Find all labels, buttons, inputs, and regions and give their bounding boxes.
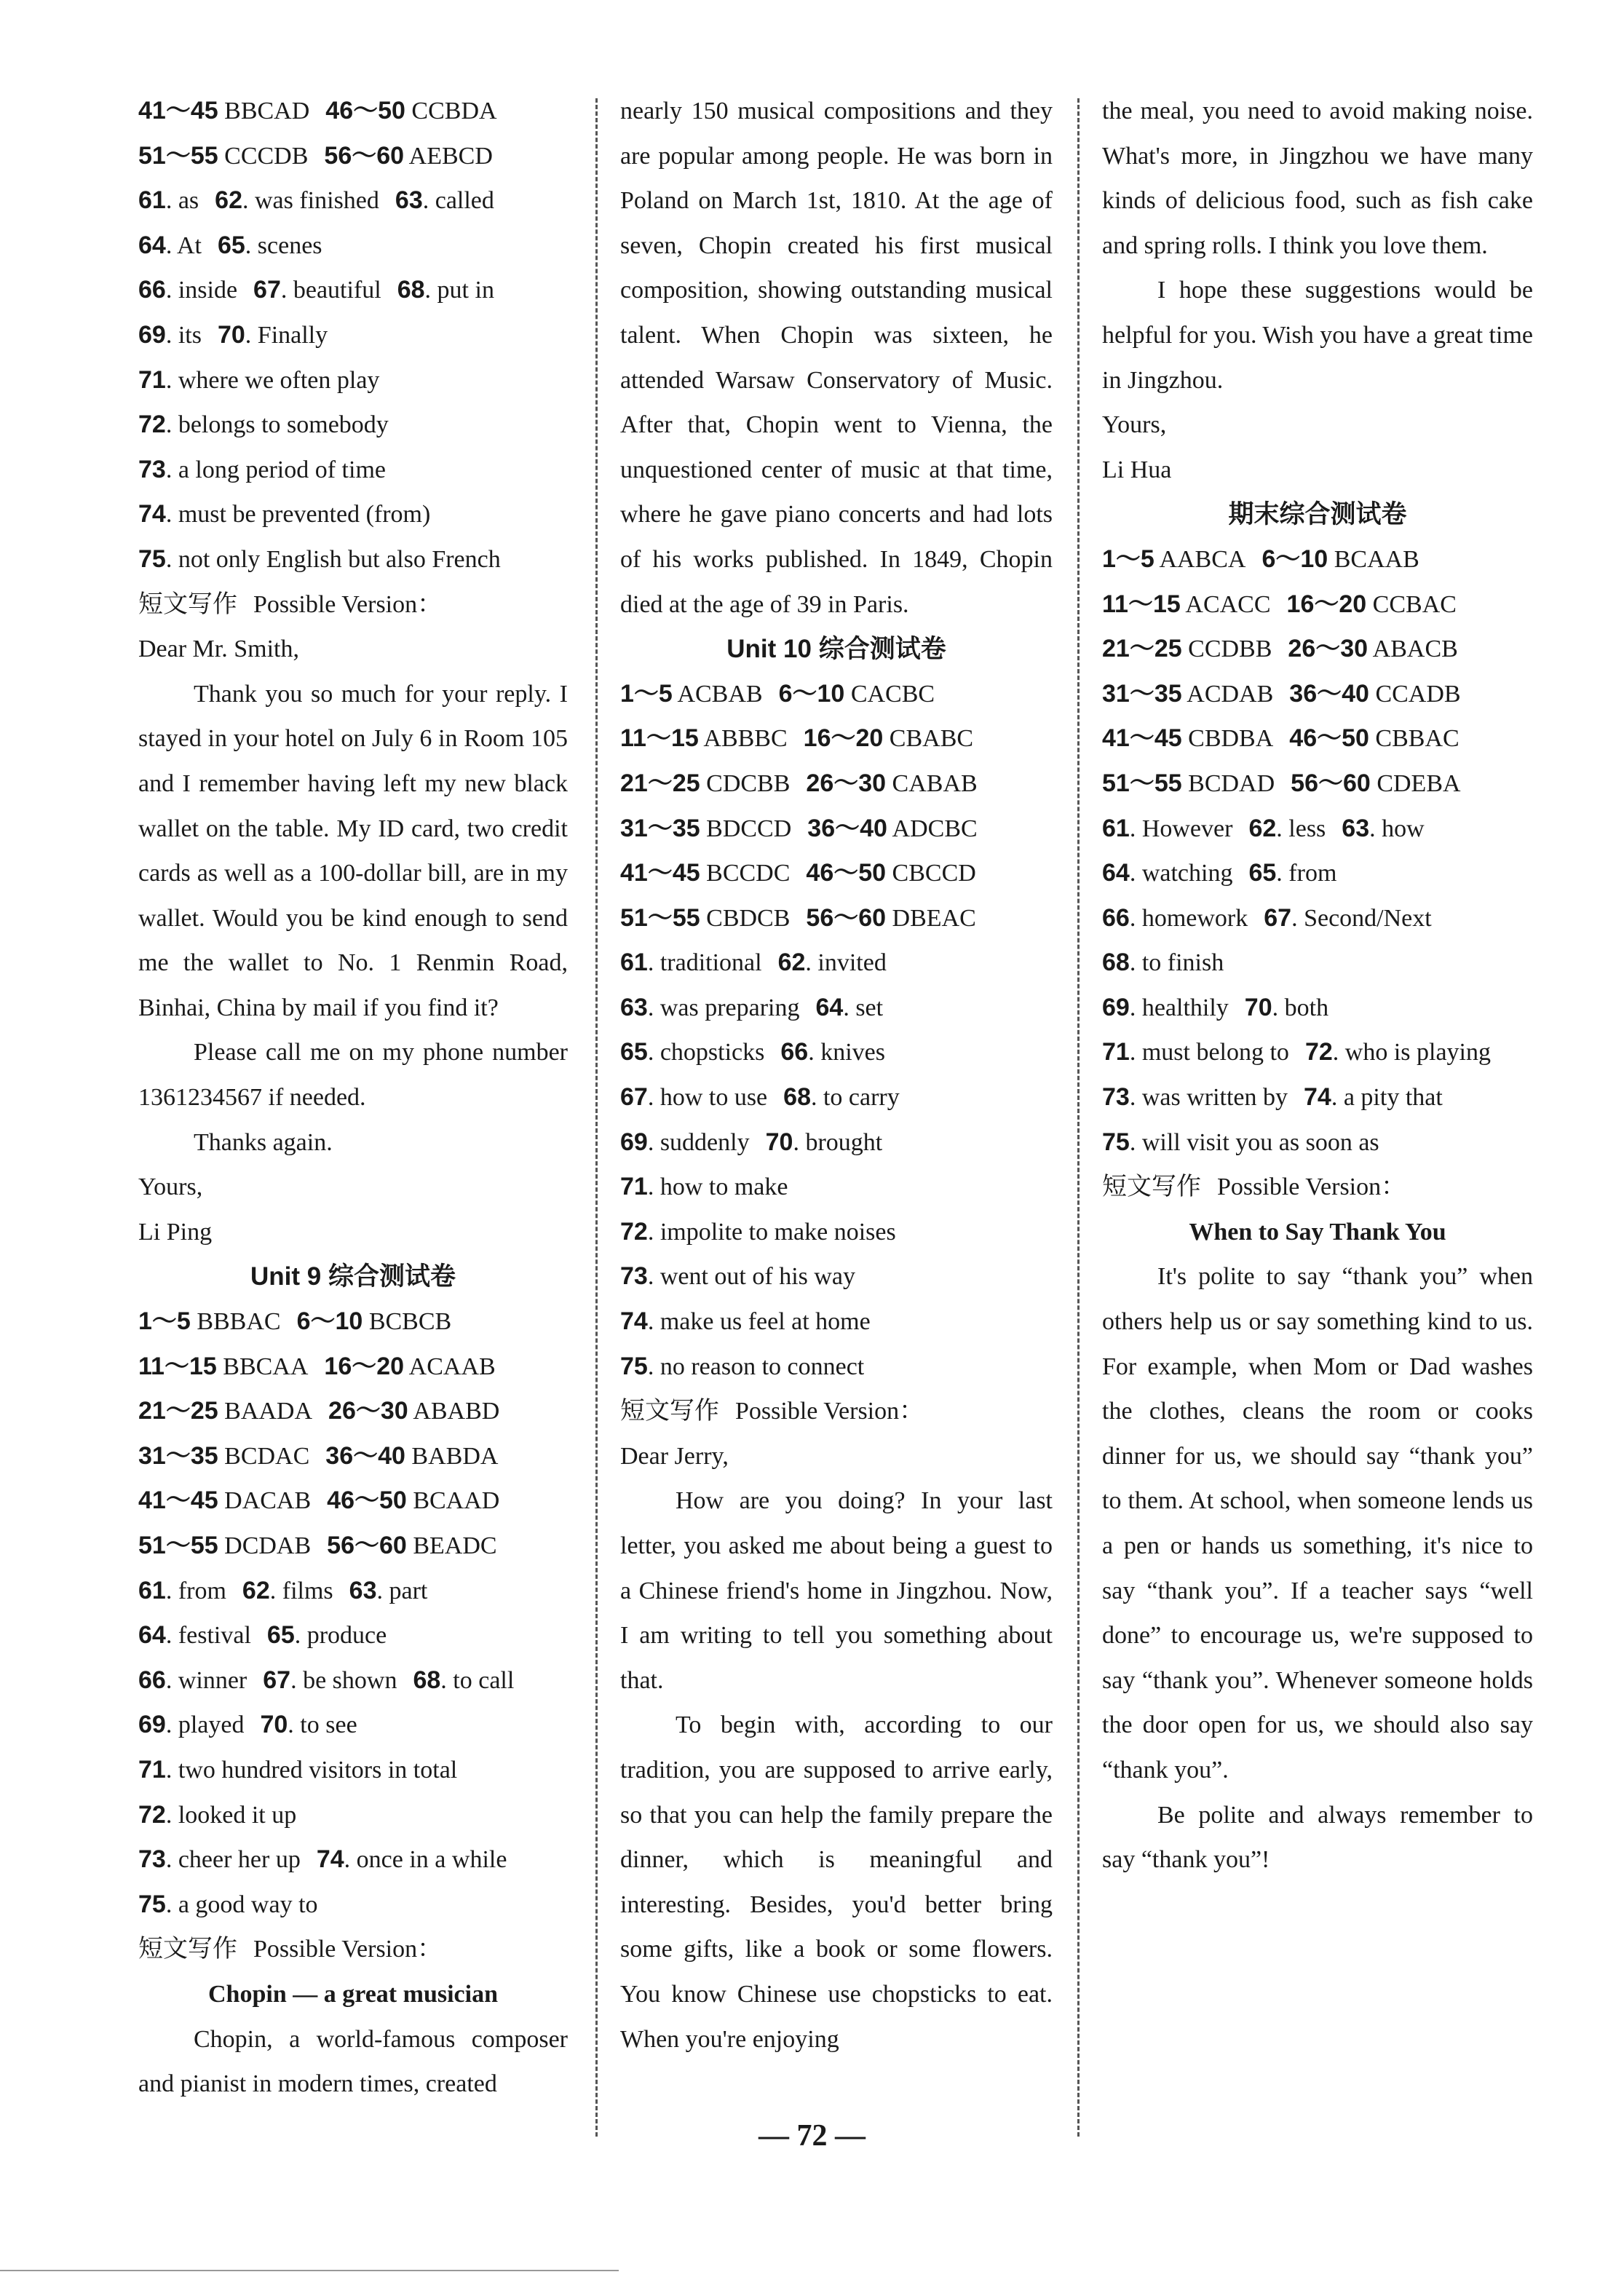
answer-line: 1～5 BBBAC 6～10 BCBCB — [138, 1307, 452, 1336]
answer-line: 31～35 ACDAB 36～40 CCADB — [1102, 679, 1461, 708]
essay-title: Chopin — a great musician — [208, 1980, 498, 2008]
page-number: — 72 — — [758, 2119, 866, 2153]
answer-line: 51～55 CCCDB 56～60 AEBCD — [138, 141, 493, 170]
bottom-rule — [0, 2270, 619, 2271]
answer-line: 1～5 ACBAB 6～10 CACBC — [620, 679, 935, 708]
answer-line: 73. cheer her up 74. once in a while — [138, 1845, 507, 1874]
answer-line: 66. inside 67. beautiful 68. put in — [138, 276, 494, 304]
letter-greeting: Dear Jerry, — [620, 1442, 729, 1470]
section-title-unit10: Unit 10 综合测试卷 — [726, 635, 946, 664]
answer-line: 72. looked it up — [138, 1800, 297, 1829]
answer-line: 41～45 DACAB 46～50 BCAAD — [138, 1487, 500, 1515]
answer-line: 31～35 BDCCD 36～40 ADCBC — [620, 814, 978, 842]
answer-line: 74. make us feel at home — [620, 1307, 871, 1336]
answer-line: 69. suddenly 70. brought — [620, 1128, 883, 1156]
answer-line: 11～15 ACACC 16～20 CCBAC — [1102, 590, 1457, 618]
answer-line: 41～45 BBCAD 46～50 CCBDA — [138, 97, 497, 124]
section-title-unit9: Unit 9 综合测试卷 — [250, 1262, 456, 1291]
answer-line: 69. played 70. to see — [138, 1711, 357, 1739]
answer-line: 63. was preparing 64. set — [620, 993, 884, 1021]
essay-title: When to Say Thank You — [1189, 1218, 1446, 1246]
answer-line: 73. a long period of time — [138, 455, 386, 483]
letter-paragraph: the meal, you need to avoid making noise. What's more, in Jingzhou we have many kinds of delicious food, such as fish cake and spring rolls. I think you love them. — [1102, 98, 1533, 259]
answer-line: 64. festival 65. produce — [138, 1621, 387, 1650]
answer-line: 73. was written by 74. a pity that — [1102, 1083, 1443, 1112]
essay-paragraph: Chopin, a world-famous composer and pianist in modern times, created — [138, 2025, 568, 2098]
answer-line: 21～25 BAADA 26～30 ABABD — [138, 1397, 500, 1425]
letter-paragraph: Thanks again. — [194, 1128, 333, 1156]
answer-line: 11～15 BBCAA 16～20 ACAAB — [138, 1352, 496, 1380]
answer-line: 75. no reason to connect — [620, 1352, 865, 1380]
letter-closing: Yours, — [1102, 411, 1167, 439]
essay-paragraph: Be polite and always remember to say “thank you”! — [1102, 1801, 1533, 1874]
letter-closing: Yours, — [138, 1173, 203, 1201]
writing-label: 短文写作 Possible Version： — [138, 1934, 443, 1964]
answer-line: 71. how to make — [620, 1173, 788, 1201]
answer-line: 31～35 BCDAC 36～40 BABDA — [138, 1441, 499, 1470]
answer-line: 72. belongs to somebody — [138, 411, 389, 439]
answer-line: 51～55 BCDAD 56～60 CDEBA — [1102, 769, 1461, 797]
letter-paragraph: Thank you so much for your reply. I stayed in your hotel on July 6 in Room 105 and I remember having left my new black wallet on the table. My ID card, two credit cards as well as a 100-dollar bill, are in my wallet. Would you be kind enough to send me the wallet to No. 1 Renmin Road, Binhai, China by mail if you find it? — [138, 680, 568, 1021]
answer-line: 51～55 DCDAB 56～60 BEADC — [138, 1532, 497, 1559]
essay-paragraph: It's polite to say “thank you” when others help us or say something kind to us. For example, when Mom or Dad washes the clothes, cleans the room or cooks dinner for us, we should say “thank you” to them. At school, when someone lends us a pen or hands us something, it's nice to say “thank you”. If a teacher says “well done” to encourage us, we're supposed to say “thank you”. Whenever someone holds the door open for us, we should also say “thank you”. — [1102, 1263, 1533, 1784]
letter-paragraph: Please call me on my phone number 1361234567 if needed. — [138, 1039, 568, 1112]
answer-line: 68. to finish — [1102, 949, 1224, 977]
essay-paragraph: nearly 150 musical compositions and they are popular among people. He was born in Poland on March 1st, 1810. At the age of seven, Chopin created his first musical composition, showing outstanding musical talent. When Chopin was sixteen, he attended Warsaw Conservatory of Music. After that, Chopin went to Vienna, the unquestioned center of music at that time, where he gave piano concerts and had lots of his works published. In 1849, Chopin died at the age of 39 in Paris. — [620, 98, 1053, 618]
letter-greeting: Dear Mr. Smith, — [138, 636, 299, 663]
answer-line: 72. impolite to make noises — [620, 1217, 896, 1246]
answer-line: 65. chopsticks 66. knives — [620, 1038, 885, 1066]
letter-signature: Li Ping — [138, 1218, 213, 1246]
section-title-final: 期末综合测试卷 — [1228, 500, 1407, 529]
answer-line: 75. not only English but also French — [138, 545, 501, 573]
writing-label: 短文写作 Possible Version： — [620, 1396, 924, 1426]
answer-line: 66. winner 67. be shown 68. to call — [138, 1666, 515, 1694]
letter-signature: Li Hua — [1102, 456, 1172, 483]
answer-line: 73. went out of his way — [620, 1262, 856, 1291]
letter-paragraph: To begin with, according to our tradition, you are supposed to arrive early, so that you can help the family prepare the dinner, which is meaningful and interesting. Besides, you'd better bring some gifts, like a book or some flowers. You know Chinese use chopsticks to eat. When you're enjoying — [620, 1711, 1053, 2053]
column-3 — [1102, 89, 1533, 1883]
answer-line: 21～25 CCDBB 26～30 ABACB — [1102, 635, 1458, 663]
answer-line: 41～45 BCCDC 46～50 CBCCD — [620, 859, 976, 887]
answer-line: 66. homework 67. Second/Next — [1102, 903, 1432, 932]
answer-line: 61. However 62. less 63. how — [1102, 814, 1425, 842]
answer-line: 61. from 62. films 63. part — [138, 1576, 428, 1604]
answer-line: 11～15 ABBBC 16～20 CBABC — [620, 724, 974, 753]
column-2 — [620, 89, 1053, 2062]
answer-line: 1～5 AABCA 6～10 BCAAB — [1102, 545, 1419, 573]
writing-label: 短文写作 Possible Version： — [1102, 1172, 1406, 1202]
answer-line: 75. a good way to — [138, 1890, 318, 1918]
answer-line: 69. healthily 70. both — [1102, 993, 1329, 1021]
answer-line: 75. will visit you as soon as — [1102, 1128, 1379, 1156]
column-divider — [595, 98, 598, 2137]
letter-paragraph: I hope these suggestions would be helpful for you. Wish you have a great time in Jingzhou. — [1102, 277, 1533, 394]
answer-line: 71. must belong to 72. who is playing — [1102, 1038, 1491, 1066]
answer-line: 67. how to use 68. to carry — [620, 1083, 900, 1112]
answer-line: 51～55 CBDCB 56～60 DBEAC — [620, 903, 976, 932]
column-divider — [1077, 98, 1080, 2137]
answer-line: 64. watching 65. from — [1102, 859, 1337, 887]
answer-line: 61. as 62. was finished 63. called — [138, 186, 494, 215]
answer-line: 74. must be prevented (from) — [138, 500, 431, 529]
column-1 — [138, 89, 568, 2107]
writing-label: 短文写作 Possible Version： — [138, 589, 443, 619]
answer-line: 21～25 CDCBB 26～30 CABAB — [620, 769, 978, 797]
answer-line: 64. At 65. scenes — [138, 231, 322, 259]
answer-line: 71. two hundred visitors in total — [138, 1755, 458, 1784]
letter-paragraph: How are you doing? In your last letter, you asked me about being a guest to a Chinese friend's home in Jingzhou. Now, I am writing to tell you something about that. — [620, 1487, 1053, 1694]
answer-line: 61. traditional 62. invited — [620, 949, 887, 977]
answer-line: 71. where we often play — [138, 365, 380, 394]
answer-line: 69. its 70. Finally — [138, 320, 328, 349]
answer-line: 41～45 CBDBA 46～50 CBBAC — [1102, 724, 1459, 753]
